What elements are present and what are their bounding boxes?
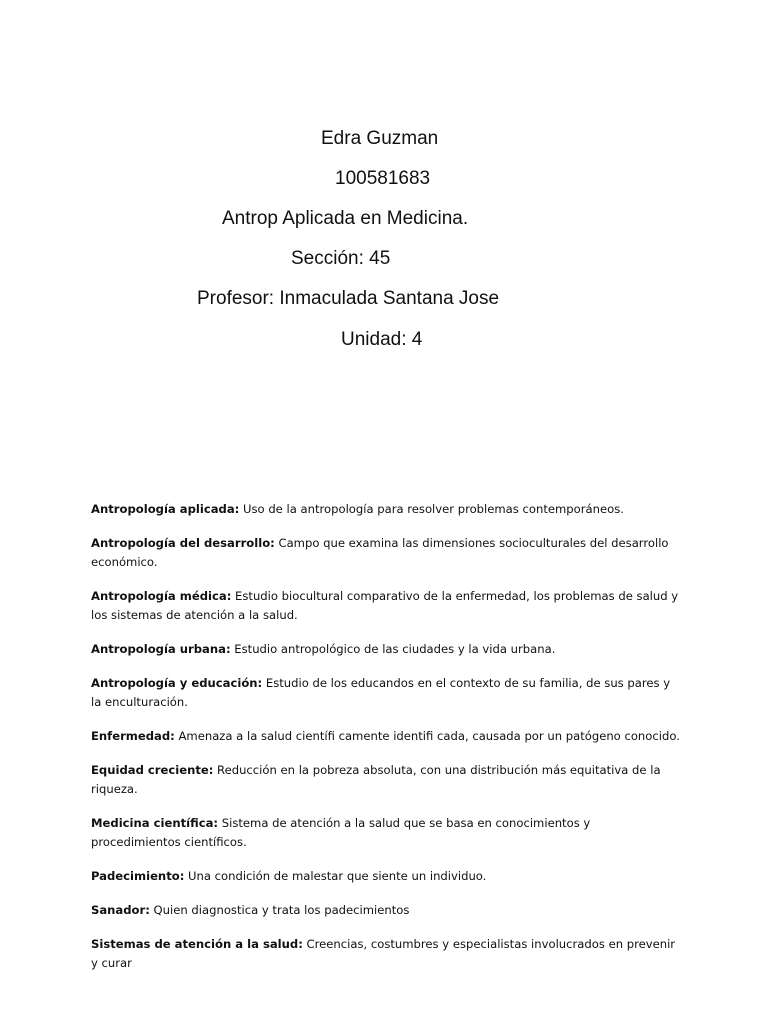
glossary-term: Medicina científica: [91,816,219,830]
glossary-term: Antropología del desarrollo: [91,536,275,550]
glossary-entry [91,534,681,572]
author-name: Edra Guzman [321,128,439,149]
glossary-entry [91,640,681,659]
glossary-term: Enfermedad: [91,729,175,743]
glossary-entry [91,867,681,886]
glossary-term: Equidad creciente: [91,763,214,777]
glossary-definition: Campo que examina las dimensiones socioculturales del desarrollo económico. [91,536,669,569]
glossary-term: Sanador: [91,903,150,917]
student-id: 100581683 [335,168,431,189]
glossary-entry [91,761,681,799]
glossary-definition: Uso de la antropología para resolver problemas contemporáneos. [239,502,624,516]
glossary-definition: Creencias, costumbres y especialistas involucrados en prevenir y curar [91,937,676,970]
glossary-list [91,500,681,988]
glossary-definition: Reducción en la pobreza absoluta, con una distribución más equitativa de la riqueza. [91,763,661,796]
glossary-definition: Estudio antropológico de las ciudades y la vida urbana. [230,642,556,656]
course-title: Antrop Aplicada en Medicina. [222,208,469,229]
glossary-entry [91,814,681,852]
glossary-term: Antropología y educación: [91,676,263,690]
glossary-definition: Estudio biocultural comparativo de la enfermedad, los problemas de salud y los sistemas de atención a la salud. [91,589,679,622]
glossary-entry [91,901,681,920]
glossary-entry [91,727,681,746]
glossary-term: Padecimiento: [91,869,185,883]
glossary-term: Antropología urbana: [91,642,231,656]
professor-line: Profesor: Inmaculada Santana Jose [197,288,500,309]
glossary-entry [91,587,681,625]
glossary-term: Sistemas de atención a la salud: [91,937,303,951]
glossary-entry [91,935,681,973]
glossary-definition: Sistema de atención a la salud que se basa en conocimientos y procedimientos científicos. [91,816,591,849]
glossary-definition: Una condición de malestar que siente un individuo. [184,869,487,883]
unit-line: Unidad: 4 [341,329,423,350]
glossary-entry [91,674,681,712]
glossary-definition: Amenaza a la salud científi camente identifi cada, causada por un patógeno conocido. [174,729,680,743]
glossary-term: Antropología médica: [91,589,232,603]
glossary-entry [91,500,681,519]
glossary-definition: Quien diagnostica y trata los padecimientos [149,903,410,917]
section-line: Sección: 45 [291,248,391,269]
glossary-definition: Estudio de los educandos en el contexto de su familia, de sus pares y la enculturación. [91,676,671,709]
glossary-term: Antropología aplicada: [91,502,240,516]
